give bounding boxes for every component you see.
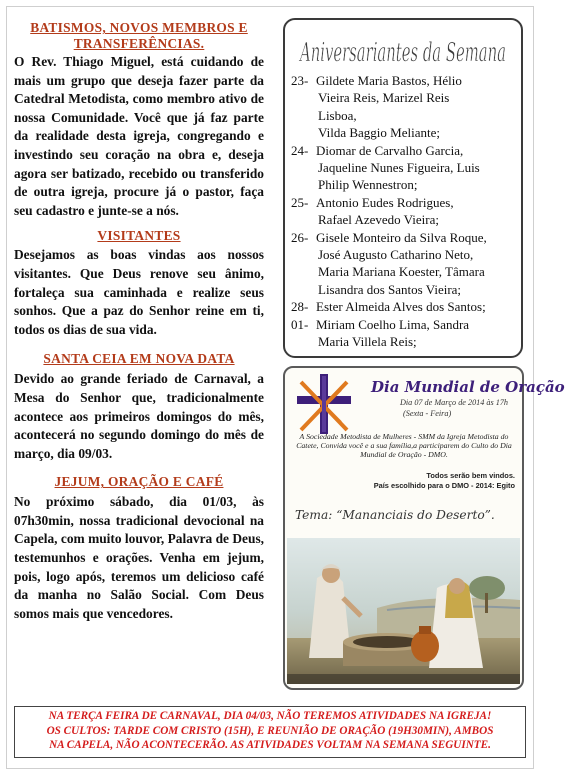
prayer-country: País escolhido para o DMO - 2014: Egito [373,480,515,490]
birthday-names [316,194,517,229]
birthday-names [316,72,517,142]
visitantes-title: VISITANTES [97,228,181,244]
birthday-name-line: Rafael Azevedo Vieira; [318,212,439,228]
birthday-day: 23- [291,73,309,88]
birthday-name-line: Miriam Coelho Lima, Sandra [316,316,470,332]
visitantes-text: Desejamos as boas vindas aos nossos visitantes. Que Deus renove seu ânimo, fortaleça sua caminhada e realize seus sonhos. Que a paz do Senhor reine em ti, todos os dias de sua vida. [14,247,264,337]
birthdays-title-art [297,28,509,72]
prayer-invitation: A Sociedade Metodista de Mulheres - SMM da Igreja Metodista do Catete, Convida você e a sua família,a participarem do Culto do Dia Mundial de Oração - DMO. [296,432,512,460]
birthday-name-line: Lisboa, [318,107,357,123]
birthday-day: 01- [291,316,309,332]
birthday-name-line: Antonio Eudes Rodrigues, [316,194,454,210]
birthday-names [316,229,517,299]
birthday-name-line: Maria Villela Reis; [318,334,417,350]
birthday-names [316,298,517,315]
birthdays-title: Aniversariantes da Semana [298,38,506,68]
birthday-name-line: Jaqueline Nunes Figueira, Luis [318,160,480,176]
birthday-name-line: Diomar de Carvalho Garcia, [316,142,464,158]
prayer-welcome: Todos serão bem vindos. [426,471,515,480]
birthday-entry [291,72,517,142]
notice-line1: NA TERÇA FEIRA DE CARNAVAL, DIA 04/03, NÃO TEREMOS ATIVIDADES NA IGREJA! [48,710,492,722]
birthday-name-line: Maria Mariana Koester, Tâmara [318,264,485,280]
carnival-notice [14,706,526,758]
batismos-title-line2: TRANSFERÊNCIAS. [73,36,205,51]
birthday-name-line: Philip Wennestron; [318,177,418,193]
visitantes-section [14,228,264,339]
santa-ceia-title: SANTA CEIA EM NOVA DATA [43,351,235,367]
birthday-name-line: Vieira Reis, Marizel Reis [318,90,450,106]
prayer-weekday: (Sexta - Feira) [403,409,452,418]
birthday-name-line: José Augusto Catharino Neto, [318,247,474,263]
left-column [14,20,264,623]
birthdays-box [283,18,523,358]
birthday-day: 28- [291,299,309,315]
birthday-name-line: Gildete Maria Bastos, Hélio [316,73,462,88]
santa-ceia-section [14,351,264,463]
prayer-day-box [283,366,565,690]
batismos-section [14,20,264,220]
birthday-name-line: Ester Almeida Alves dos Santos; [316,299,486,315]
birthday-entry [291,229,517,299]
birthday-day: 26- [291,229,309,245]
prayer-welcome-block [293,471,515,490]
birthdays-list [291,72,517,351]
batismos-title-line1: BATISMOS, NOVOS MEMBROS E [30,20,248,35]
birthday-name-line: Vilda Baggio Meliante; [318,125,440,141]
birthday-entry [291,142,517,194]
birthday-day: 25- [291,194,309,210]
jejum-title: JEJUM, ORAÇÃO E CAFÉ [54,474,224,490]
birthday-entry [291,298,517,315]
jejum-section [14,474,264,623]
birthday-day: 24- [291,142,309,158]
prayer-title: Dia Mundial de Oração [371,378,565,396]
santa-ceia-text: Devido ao grande feriado de Carnaval, a Mesa do Senhor que, tradicionalmente acontece aos primeiros domingos do mês, acontecerá no segundo domingo do mês de março, dia 09/03. [14,371,264,461]
notice-line3: NA CAPELA, NÃO ACONTECERÃO. AS ATIVIDADES VOLTAM NA SEMANA SEGUINTE. [49,739,491,752]
birthday-entry [291,316,517,351]
prayer-cross-logo [293,372,355,436]
birthday-name-line: Gisele Monteiro da Silva Roque, [316,229,487,245]
well-scene-image [287,538,520,684]
birthday-entry [291,194,517,229]
prayer-date: Dia 07 de Março de 2014 às 17h [399,398,509,407]
birthday-names [316,316,517,351]
birthday-name-line: Lisandra dos Santos Vieira; [318,281,462,297]
batismos-text: O Rev. Thiago Miguel, está cuidando de mais um grupo que deseja fazer parte da Catedral Metodista, como membro ativo de nossa Comunidade. Você que já faz parte da realidade desta igreja, congregando e investindo seu coração na obra e, deseja agora ser batizado, recebido ou transferido de outra igreja, procure já o pastor, faça seu cadastro e junte-se a nós. [14,54,264,218]
birthday-names [316,142,517,194]
notice-line2: OS CULTOS: TARDE COM CRISTO (15H), E REUNIÃO DE ORAÇÃO (19H30MIN), AMBOS [46,724,494,737]
jejum-text: No próximo sábado, dia 01/03, às 07h30min, nossa tradicional devocional na Capela, com muito louvor, Palavra de Deus, testemunhos e orações. Venha em jejum, pois, logo após, teremos um delicioso café da manha no Salão Social. Com Deus somos mais que vencedores. [14,494,264,621]
prayer-theme: Tema: “Mananciais do Deserto”. [295,508,495,522]
